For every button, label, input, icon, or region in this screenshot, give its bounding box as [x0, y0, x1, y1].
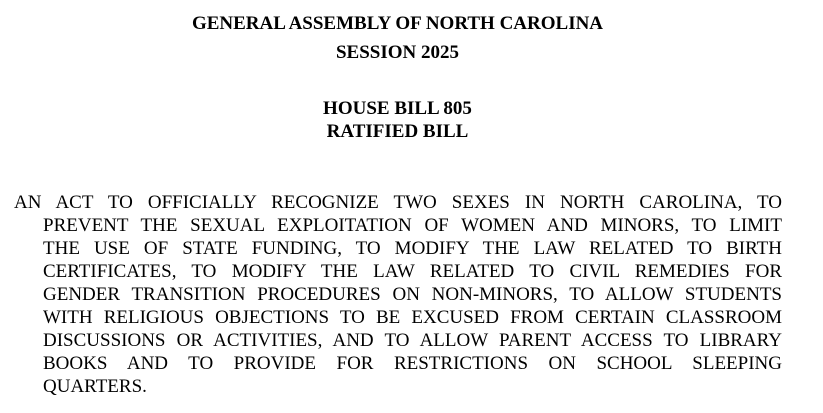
act-title-line: THE USE OF STATE FUNDING, TO MODIFY THE LAW RELATED TO BIRTH [43, 238, 782, 259]
act-title-line: BOOKS AND TO PROVIDE FOR RESTRICTIONS ON SCHOOL SLEEPING [43, 353, 782, 374]
bill-number-heading: HOUSE BILL 805 [323, 98, 472, 119]
assembly-heading: GENERAL ASSEMBLY OF NORTH CAROLINA [191, 13, 604, 34]
act-title-line: GENDER TRANSITION PROCEDURES ON NON-MINORS, TO ALLOW STUDENTS [43, 284, 782, 305]
act-title-line: DISCUSSIONS OR ACTIVITIES, AND TO ALLOW PARENT ACCESS TO LIBRARY [43, 330, 782, 351]
session-heading: SESSION 2025 [335, 42, 460, 63]
act-title-line: WITH RELIGIOUS OBJECTIONS TO BE EXCUSED FROM CERTAIN CLASSROOM [43, 307, 782, 328]
act-title-line: AN ACT TO OFFICIALLY RECOGNIZE TWO SEXES IN NORTH CAROLINA, TO [14, 192, 782, 213]
bill-status-heading: RATIFIED BILL [326, 121, 469, 142]
act-title-line: PREVENT THE SEXUAL EXPLOITATION OF WOMEN AND MINORS, TO LIMIT [43, 215, 782, 236]
act-title-line: QUARTERS. [43, 376, 147, 397]
act-title-paragraph [14, 191, 782, 398]
act-title-line: CERTIFICATES, TO MODIFY THE LAW RELATED TO CIVIL REMEDIES FOR [43, 261, 782, 282]
